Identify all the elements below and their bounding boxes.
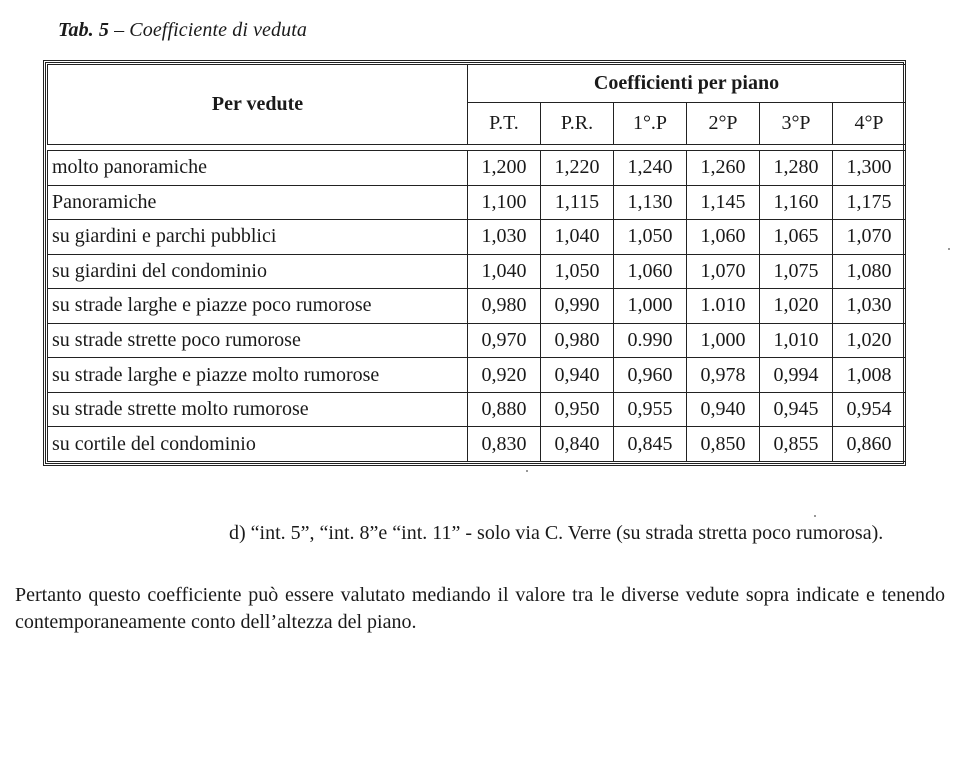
scan-speck bbox=[526, 470, 528, 472]
paragraph-conclusion: Pertanto questo coefficiente può essere valutato mediando il valore tra le diverse vedute sopra indicate e tenendo contemporaneamente conto dell’altezza del piano. bbox=[15, 584, 945, 633]
coefficient-cell: 1,000 bbox=[687, 323, 760, 358]
table-row bbox=[48, 254, 906, 289]
coefficient-cell: 1,145 bbox=[687, 185, 760, 220]
floor-header: 1°.P bbox=[614, 103, 687, 145]
scan-speck bbox=[948, 248, 950, 250]
coefficient-cell: 0,970 bbox=[468, 323, 541, 358]
coefficient-cell: 0,860 bbox=[833, 427, 906, 462]
floor-header: 3°P bbox=[760, 103, 833, 145]
floor-header: 2°P bbox=[687, 103, 760, 145]
coefficient-cell: 1,130 bbox=[614, 185, 687, 220]
caption-title: – Coefficiente di veduta bbox=[108, 19, 307, 41]
coefficient-cell: 0,940 bbox=[687, 392, 760, 427]
coefficient-cell: 1,060 bbox=[687, 220, 760, 255]
coefficient-cell: 0,840 bbox=[541, 427, 614, 462]
coefficient-cell: 1,260 bbox=[687, 151, 760, 186]
coefficient-cell: 1,100 bbox=[468, 185, 541, 220]
coefficient-cell: 1,020 bbox=[833, 323, 906, 358]
coefficient-cell: 0,945 bbox=[760, 392, 833, 427]
coefficient-cell: 1,070 bbox=[833, 220, 906, 255]
coefficient-cell: 1,220 bbox=[541, 151, 614, 186]
coefficient-cell: 0,880 bbox=[468, 392, 541, 427]
floor-header: P.T. bbox=[468, 103, 541, 145]
table-row bbox=[48, 220, 906, 255]
coefficient-cell: 1,160 bbox=[760, 185, 833, 220]
coefficient-cell: 0.990 bbox=[614, 323, 687, 358]
coefficient-cell: 1,240 bbox=[614, 151, 687, 186]
table-row bbox=[48, 289, 906, 324]
coefficient-cell: 0,955 bbox=[614, 392, 687, 427]
coefficient-cell: 1,040 bbox=[468, 254, 541, 289]
coefficient-cell: 1,075 bbox=[760, 254, 833, 289]
coefficient-cell: 0,855 bbox=[760, 427, 833, 462]
coefficient-cell: 1,010 bbox=[760, 323, 833, 358]
coefficient-cell: 0,940 bbox=[541, 358, 614, 393]
row-label: su giardini del condominio bbox=[48, 254, 468, 289]
row-label: molto panoramiche bbox=[48, 151, 468, 186]
coefficient-cell: 1,050 bbox=[541, 254, 614, 289]
coefficient-cell: 0,978 bbox=[687, 358, 760, 393]
coefficient-cell: 1,115 bbox=[541, 185, 614, 220]
table-row bbox=[48, 185, 906, 220]
row-label: su strade larghe e piazze molto rumorose bbox=[48, 358, 468, 393]
coefficient-table bbox=[47, 64, 906, 462]
coefficient-cell: 1,060 bbox=[614, 254, 687, 289]
coefficient-cell: 1,070 bbox=[687, 254, 760, 289]
coefficient-cell: 0,994 bbox=[760, 358, 833, 393]
column-group-header: Coefficienti per piano bbox=[468, 65, 906, 103]
coefficient-cell: 0,990 bbox=[541, 289, 614, 324]
floor-header: 4°P bbox=[833, 103, 906, 145]
coefficient-cell: 1,065 bbox=[760, 220, 833, 255]
table-caption bbox=[58, 19, 307, 42]
coefficient-cell: 1,175 bbox=[833, 185, 906, 220]
caption-number: Tab. 5 bbox=[58, 19, 109, 41]
coefficient-cell: 1,008 bbox=[833, 358, 906, 393]
table-body bbox=[48, 151, 906, 462]
table-row bbox=[48, 151, 906, 186]
row-label: Panoramiche bbox=[48, 185, 468, 220]
coefficient-cell: 1,020 bbox=[760, 289, 833, 324]
coefficient-cell: 0,954 bbox=[833, 392, 906, 427]
coefficient-cell: 1,050 bbox=[614, 220, 687, 255]
table-row bbox=[48, 427, 906, 462]
coefficient-cell: 1,030 bbox=[833, 289, 906, 324]
row-label: su cortile del condominio bbox=[48, 427, 468, 462]
table-row bbox=[48, 358, 906, 393]
paragraph-item-d: d) “int. 5”, “int. 8”e “int. 11” - solo via C. Verre (su strada stretta poco rumorosa). bbox=[229, 522, 884, 544]
coefficient-cell: 1,200 bbox=[468, 151, 541, 186]
coefficient-cell: 1,300 bbox=[833, 151, 906, 186]
coefficient-cell: 0,920 bbox=[468, 358, 541, 393]
row-label: su giardini e parchi pubblici bbox=[48, 220, 468, 255]
coefficient-cell: 1,040 bbox=[541, 220, 614, 255]
coefficient-cell: 0,960 bbox=[614, 358, 687, 393]
table-row bbox=[48, 392, 906, 427]
column-header-vedute: Per vedute bbox=[48, 65, 468, 145]
coefficient-cell: 0,845 bbox=[614, 427, 687, 462]
scan-speck bbox=[814, 515, 816, 517]
coefficient-cell: 0,950 bbox=[541, 392, 614, 427]
floor-header: P.R. bbox=[541, 103, 614, 145]
coefficient-cell: 1.010 bbox=[687, 289, 760, 324]
row-label: su strade larghe e piazze poco rumorose bbox=[48, 289, 468, 324]
coefficient-cell: 1,280 bbox=[760, 151, 833, 186]
table-row bbox=[48, 323, 906, 358]
coefficient-cell: 1,030 bbox=[468, 220, 541, 255]
coefficient-cell: 0,980 bbox=[468, 289, 541, 324]
coefficient-cell: 1,000 bbox=[614, 289, 687, 324]
row-label: su strade strette poco rumorose bbox=[48, 323, 468, 358]
coefficient-cell: 0,850 bbox=[687, 427, 760, 462]
coefficient-cell: 0,830 bbox=[468, 427, 541, 462]
coefficient-table-frame bbox=[43, 60, 906, 466]
coefficient-cell: 1,080 bbox=[833, 254, 906, 289]
row-label: su strade strette molto rumorose bbox=[48, 392, 468, 427]
coefficient-cell: 0,980 bbox=[541, 323, 614, 358]
